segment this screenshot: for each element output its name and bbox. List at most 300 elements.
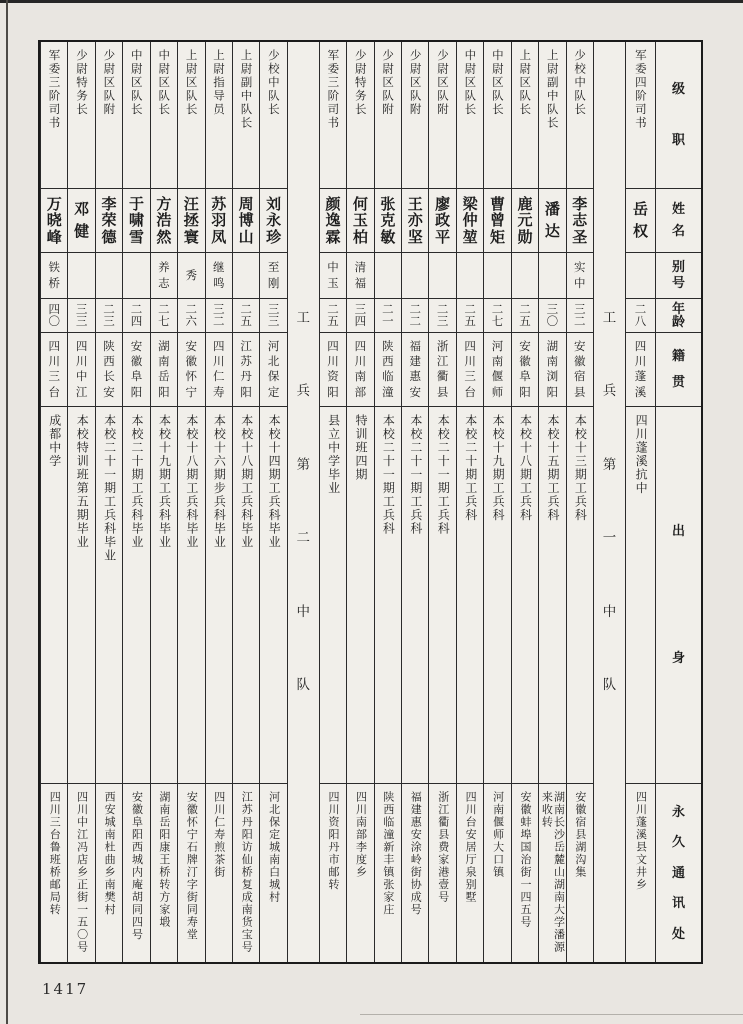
cell-alias — [375, 252, 401, 298]
cell-origin — [429, 406, 455, 783]
glyph: 四 — [130, 313, 143, 328]
glyph: 二 — [103, 301, 115, 316]
cell-age — [151, 298, 177, 332]
glyph: 颜 — [325, 194, 341, 213]
cell-rank — [429, 42, 455, 188]
cell-origin-text: 四川蓬溪抗中 — [634, 414, 649, 495]
glyph: 曹 — [490, 194, 506, 213]
glyph: 五 — [464, 313, 476, 328]
cell-origin-text: 本校十四期工兵科毕业 — [267, 414, 282, 549]
header-cell-name — [656, 188, 701, 252]
glyph: 李 — [572, 194, 588, 213]
glyph: 徽 — [185, 354, 198, 369]
cell-origin-text: 本校特训班第五期毕业 — [75, 414, 90, 549]
glyph: 拯 — [183, 211, 199, 229]
page-number: 1417 — [42, 980, 89, 998]
cell-origin-text: 本校十九期工兵科毕业 — [157, 414, 172, 549]
glyph: 克 — [380, 211, 396, 229]
glyph: 中 — [574, 275, 586, 290]
glyph: 徽 — [519, 354, 531, 369]
cell-rank-text: 军委三阶司书 — [47, 49, 62, 130]
glyph: 何 — [352, 194, 368, 213]
cell-alias — [320, 252, 346, 298]
glyph: 湖 — [546, 338, 559, 353]
glyph: 出 — [671, 524, 685, 539]
glyph: 处 — [671, 926, 685, 942]
cell-rank-text: 少尉区队附 — [408, 49, 423, 117]
glyph: 阳 — [240, 384, 252, 399]
glyph: 仁 — [212, 369, 225, 384]
glyph: 川 — [48, 354, 60, 369]
person-column — [150, 42, 177, 962]
glyph: 县 — [436, 384, 449, 399]
glyph: 三 — [103, 313, 115, 328]
glyph: 刚 — [267, 275, 280, 290]
glyph: 徽 — [574, 354, 586, 369]
cell-rank — [96, 42, 122, 188]
cell-native — [123, 332, 149, 406]
cell-origin-text: 成都中学 — [47, 414, 62, 468]
glyph: 〇 — [546, 313, 559, 328]
glyph: 讯 — [671, 896, 685, 911]
group-label — [297, 42, 311, 962]
glyph: 寰 — [183, 227, 199, 246]
glyph: 柏 — [352, 227, 368, 246]
glyph: 健 — [74, 222, 90, 240]
person-column — [346, 42, 373, 962]
glyph: 实 — [574, 259, 586, 274]
glyph: 亦 — [407, 211, 423, 229]
glyph: 八 — [634, 313, 647, 328]
glyph: 七 — [158, 313, 170, 328]
glyph: 〇 — [48, 313, 60, 328]
glyph: 偃 — [491, 369, 504, 384]
cell-name — [512, 188, 538, 252]
glyph: 江 — [240, 338, 252, 353]
glyph: 岳 — [158, 369, 170, 384]
glyph: 四 — [354, 338, 367, 353]
cell-origin — [347, 406, 373, 783]
cell-origin — [41, 406, 67, 783]
glyph: 资 — [327, 369, 339, 384]
glyph: 宁 — [185, 384, 198, 399]
cell-rank — [457, 42, 483, 188]
glyph: 年 — [671, 302, 685, 317]
cell-address-text: 湖南岳阳康王桥转方家塅 — [157, 791, 171, 929]
cell-address-text: 陕西临潼新丰镇张家庄 — [381, 791, 395, 916]
glyph: 二 — [409, 301, 421, 316]
person-column — [40, 42, 67, 962]
cell-address-text: 江苏丹阳访仙桥复成南货宝号 — [240, 791, 254, 954]
glyph: 江 — [75, 384, 88, 399]
glyph: 中 — [296, 603, 311, 620]
cell-origin-text: 本校十八期工兵科毕业 — [239, 414, 254, 549]
cell-address-text: 湖南长沙岳麓山湖南大学潘源来收转 — [540, 791, 566, 954]
cell-address — [151, 783, 177, 962]
glyph: 二 — [409, 313, 421, 328]
glyph: 然 — [156, 227, 172, 246]
glyph: 二 — [634, 301, 647, 316]
glyph: 达 — [544, 222, 560, 240]
cell-name — [233, 188, 259, 252]
glyph: 中 — [75, 369, 88, 384]
glyph: 寿 — [212, 384, 225, 399]
cell-address — [260, 783, 286, 962]
cell-rank — [626, 42, 655, 188]
cell-age — [320, 298, 346, 332]
glyph: 四 — [48, 301, 60, 316]
scan-artifact-line — [360, 1014, 743, 1015]
glyph: 贯 — [671, 375, 685, 390]
glyph: 四 — [354, 313, 367, 328]
cell-native — [233, 332, 259, 406]
cell-native — [260, 332, 286, 406]
cell-address — [457, 783, 483, 962]
cell-rank — [206, 42, 232, 188]
glyph: 陕 — [382, 338, 394, 353]
glyph: 堃 — [462, 227, 478, 246]
cell-alias — [233, 252, 259, 298]
cell-rank-text: 上尉区队长 — [518, 49, 533, 117]
glyph: 西 — [103, 354, 115, 369]
glyph: 志 — [158, 275, 170, 290]
cell-origin — [457, 406, 483, 783]
glyph: 惠 — [409, 369, 421, 384]
cell-origin-text: 本校十五期工兵科 — [545, 414, 560, 522]
glyph: 荣 — [101, 211, 117, 229]
cell-rank — [375, 42, 401, 188]
person-column — [511, 42, 538, 962]
cell-address — [375, 783, 401, 962]
glyph: 川 — [75, 354, 88, 369]
cell-native — [429, 332, 455, 406]
cell-native — [626, 332, 655, 406]
glyph: 峰 — [46, 227, 62, 246]
cell-alias — [539, 252, 565, 298]
glyph: 县 — [574, 384, 586, 399]
glyph: 三 — [546, 301, 559, 316]
cell-origin-text: 本校二十一期工兵科毕业 — [102, 414, 117, 563]
cell-origin-text: 本校十九期工兵科 — [491, 414, 506, 522]
cell-origin-text: 本校二十一期工兵科 — [436, 414, 451, 536]
cell-name — [626, 188, 655, 252]
glyph: 工 — [602, 309, 617, 326]
glyph: 四 — [48, 338, 60, 353]
cell-native — [151, 332, 177, 406]
cell-address — [206, 783, 232, 962]
glyph: 一 — [382, 313, 394, 328]
glyph: 福 — [409, 338, 421, 353]
cell-alias — [347, 252, 373, 298]
glyph: 安 — [519, 338, 531, 353]
person-column — [177, 42, 204, 962]
glyph: 养 — [158, 259, 170, 274]
cell-origin — [402, 406, 428, 783]
glyph: 浏 — [546, 369, 559, 384]
scan-edge-top — [0, 0, 743, 3]
glyph: 河 — [491, 338, 504, 353]
glyph: 阜 — [130, 369, 143, 384]
cell-name — [123, 188, 149, 252]
cell-age — [429, 298, 455, 332]
glyph: 凤 — [211, 227, 227, 246]
cell-native — [457, 332, 483, 406]
cell-rank — [68, 42, 94, 188]
glyph: 南 — [491, 354, 504, 369]
glyph: 勋 — [517, 227, 533, 246]
cell-rank-text: 中尉区队长 — [157, 49, 172, 117]
cell-address — [233, 783, 259, 962]
glyph: 级 — [671, 82, 685, 98]
glyph: 至 — [267, 259, 280, 274]
cell-alias — [402, 252, 428, 298]
cell-age — [512, 298, 538, 332]
glyph: 王 — [407, 194, 423, 213]
glyph: 继 — [212, 259, 225, 274]
glyph: 二 — [158, 301, 170, 316]
cell-name — [567, 188, 593, 252]
glyph: 三 — [212, 301, 225, 316]
cell-address — [41, 783, 67, 962]
cell-rank-text: 上尉区队长 — [184, 49, 199, 117]
cell-name — [151, 188, 177, 252]
cell-address-text: 四川三台鲁班桥邮局转 — [48, 791, 62, 916]
cell-origin — [567, 406, 593, 783]
glyph: 二 — [519, 301, 531, 316]
cell-origin-text: 特训班四期 — [354, 414, 368, 482]
glyph: 敏 — [380, 227, 396, 246]
glyph: 籍 — [671, 349, 685, 364]
glyph: 永 — [671, 804, 685, 820]
glyph: 台 — [48, 384, 60, 399]
glyph: 长 — [103, 369, 115, 384]
cell-age — [402, 298, 428, 332]
glyph: 鹿 — [517, 194, 533, 213]
cell-native — [206, 332, 232, 406]
glyph: 川 — [634, 354, 647, 369]
glyph: 号 — [671, 276, 685, 292]
header-cell-origin — [656, 406, 701, 783]
header-column — [655, 42, 701, 962]
glyph: 川 — [212, 354, 225, 369]
cell-address-text: 安徽蚌埠国治街一四五号 — [518, 791, 532, 929]
glyph: 霖 — [325, 227, 341, 246]
glyph: 阳 — [327, 384, 339, 399]
glyph: 工 — [296, 309, 311, 326]
cell-age — [457, 298, 483, 332]
cell-alias — [626, 252, 655, 298]
glyph: 二 — [296, 530, 311, 546]
cell-address-text: 河南偃师大口镇 — [491, 791, 505, 879]
glyph: 潼 — [382, 384, 394, 399]
glyph: 周 — [238, 194, 254, 213]
cell-address — [320, 783, 346, 962]
glyph: 二 — [491, 301, 504, 316]
glyph: 廖 — [435, 194, 451, 213]
group-label-column-2 — [287, 42, 319, 962]
cell-age — [96, 298, 122, 332]
cell-origin — [260, 406, 286, 783]
glyph: 队 — [602, 677, 617, 693]
glyph: 阳 — [546, 384, 559, 399]
cell-rank-text: 少尉区队附 — [381, 49, 396, 117]
cell-age — [375, 298, 401, 332]
glyph: 铁 — [48, 259, 60, 274]
cell-alias — [567, 252, 593, 298]
glyph: 衢 — [436, 369, 449, 384]
glyph: 中 — [602, 603, 617, 620]
glyph: 丹 — [240, 369, 252, 384]
roster-table — [38, 40, 703, 964]
cell-address-text: 安徽怀宁石牌汀字街同寿堂 — [185, 791, 199, 941]
cell-age — [206, 298, 232, 332]
glyph: 南 — [158, 354, 170, 369]
cell-origin — [539, 406, 565, 783]
glyph: 元 — [517, 211, 533, 229]
glyph: 啸 — [128, 211, 144, 229]
cell-rank-text: 中尉区队长 — [129, 49, 144, 117]
glyph: 二 — [327, 301, 339, 316]
cell-origin-text: 本校十八期工兵科 — [518, 414, 533, 522]
glyph: 五 — [327, 313, 339, 328]
glyph: 汪 — [183, 194, 199, 213]
header-cell-age — [656, 298, 701, 332]
cell-age — [539, 298, 565, 332]
glyph: 阜 — [519, 369, 531, 384]
cell-rank-text: 少尉区队附 — [102, 49, 117, 117]
cell-name — [402, 188, 428, 252]
glyph: 二 — [240, 301, 252, 316]
glyph: 二 — [130, 301, 143, 316]
glyph: 二 — [464, 301, 476, 316]
cell-address-text: 四川蓬溪县文井乡 — [634, 791, 648, 891]
glyph: 矩 — [490, 227, 506, 246]
cell-name — [68, 188, 94, 252]
glyph: 玉 — [327, 275, 339, 290]
glyph: 陕 — [103, 338, 115, 353]
glyph: 三 — [574, 301, 586, 316]
glyph: 南 — [546, 354, 559, 369]
cell-age — [178, 298, 204, 332]
glyph: 安 — [185, 338, 198, 353]
glyph: 三 — [48, 369, 60, 384]
glyph: 珍 — [266, 227, 282, 246]
glyph: 圣 — [572, 227, 588, 246]
glyph: 阳 — [519, 384, 531, 399]
cell-origin — [68, 406, 94, 783]
glyph: 兵 — [296, 383, 311, 399]
glyph: 博 — [238, 211, 254, 229]
glyph: 别 — [671, 259, 685, 275]
cell-alias — [41, 252, 67, 298]
cell-name — [429, 188, 455, 252]
cell-address-text: 福建惠安涂岭街协成号 — [409, 791, 423, 916]
cell-address — [539, 783, 565, 962]
glyph: 五 — [519, 313, 531, 328]
header-cell-address — [656, 783, 701, 962]
header-cell-rank — [656, 42, 701, 188]
cell-origin — [151, 406, 177, 783]
cell-rank-text: 少尉特务长 — [353, 49, 368, 117]
glyph: 浩 — [156, 211, 172, 229]
glyph: 安 — [130, 338, 143, 353]
cell-alias — [206, 252, 232, 298]
cell-origin — [233, 406, 259, 783]
cell-name — [484, 188, 510, 252]
glyph: 张 — [380, 194, 396, 213]
glyph: 中 — [327, 259, 339, 274]
cell-age — [347, 298, 373, 332]
glyph: 晓 — [46, 211, 62, 229]
cell-alias — [429, 252, 455, 298]
cell-address-text: 四川南部李度乡 — [354, 791, 368, 879]
cell-origin-text: 本校十八期工兵科毕业 — [184, 414, 199, 549]
person-column — [566, 42, 593, 962]
glyph: 志 — [572, 211, 588, 229]
cell-alias — [123, 252, 149, 298]
cell-name — [178, 188, 204, 252]
glyph: 秀 — [185, 267, 198, 282]
cell-rank-text: 军委三阶司书 — [326, 49, 341, 130]
cell-rank — [539, 42, 565, 188]
cell-rank-text: 少尉区队附 — [436, 49, 450, 117]
glyph: 七 — [491, 313, 504, 328]
glyph: 蓬 — [634, 369, 647, 384]
cell-name — [539, 188, 565, 252]
cell-rank-text: 中尉区队长 — [463, 49, 478, 117]
cell-name — [457, 188, 483, 252]
cell-name — [320, 188, 346, 252]
cell-age — [68, 298, 94, 332]
cell-native — [320, 332, 346, 406]
glyph: 安 — [103, 384, 115, 399]
glyph: 湖 — [158, 338, 170, 353]
glyph: 徽 — [130, 354, 143, 369]
glyph: 四 — [75, 338, 88, 353]
cell-address — [626, 783, 655, 962]
glyph: 刘 — [266, 194, 282, 213]
glyph: 五 — [240, 313, 252, 328]
glyph: 曾 — [490, 211, 506, 229]
glyph: 邓 — [74, 200, 90, 218]
cell-age — [233, 298, 259, 332]
cell-address-text: 四川中江冯店乡正街一五〇号 — [75, 791, 89, 954]
cell-native — [512, 332, 538, 406]
glyph: 方 — [156, 194, 172, 213]
cell-rank — [567, 42, 593, 188]
cell-address — [567, 783, 593, 962]
glyph: 西 — [382, 354, 394, 369]
glyph: 平 — [435, 227, 451, 246]
glyph: 三 — [75, 301, 88, 316]
cell-address-text: 四川资阳丹市邮转 — [327, 791, 341, 891]
cell-origin — [96, 406, 122, 783]
glyph: 二 — [185, 301, 198, 316]
cell-address-text: 安徽阜阳西城内庵胡同四号 — [130, 791, 144, 941]
glyph: 李 — [101, 194, 117, 213]
glyph: 四 — [464, 338, 476, 353]
cell-alias — [96, 252, 122, 298]
glyph: 三 — [267, 313, 280, 328]
glyph: 政 — [435, 211, 451, 229]
cell-name — [375, 188, 401, 252]
glyph: 浙 — [436, 338, 449, 353]
glyph: 三 — [354, 301, 367, 316]
cell-name — [206, 188, 232, 252]
cell-native — [96, 332, 122, 406]
glyph: 山 — [238, 227, 254, 246]
glyph: 安 — [409, 384, 421, 399]
